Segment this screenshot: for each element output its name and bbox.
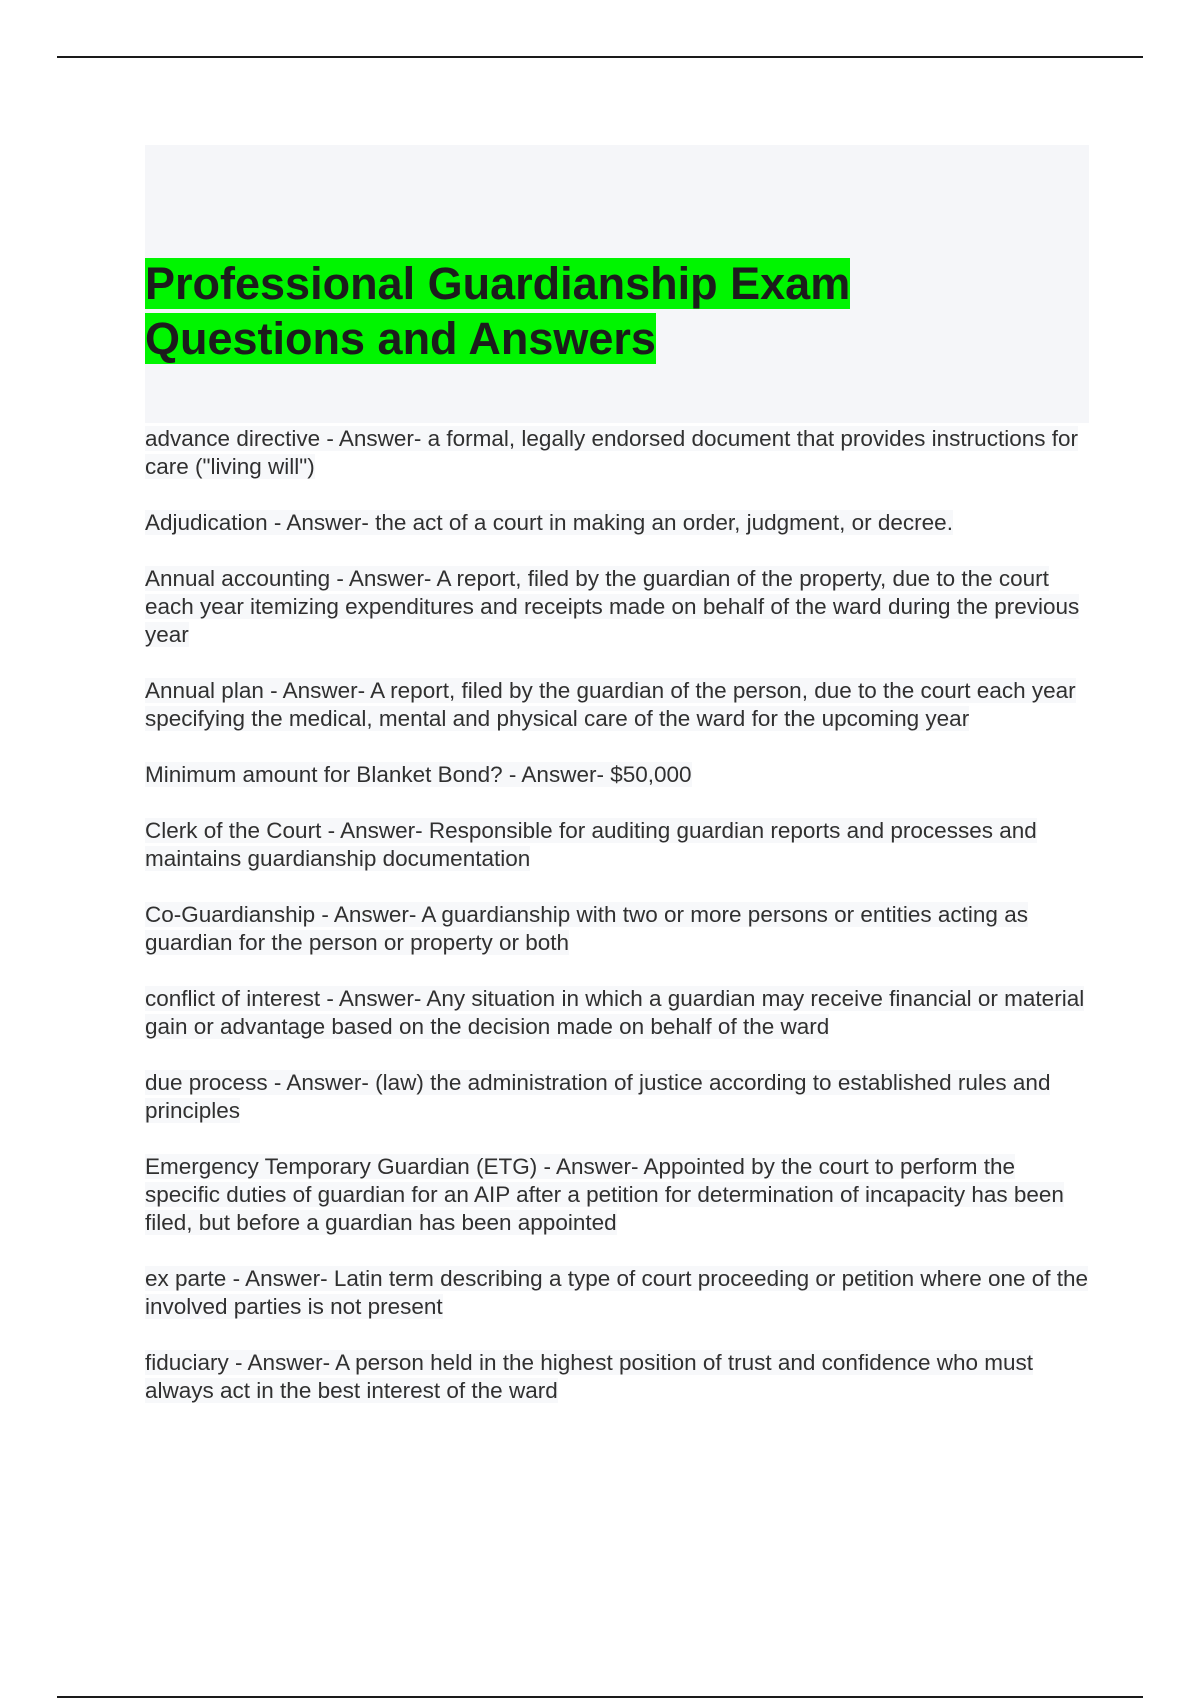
title-line-1: Professional Guardianship Exam	[145, 258, 851, 309]
qa-entry	[145, 1069, 1095, 1125]
entry-answer: Latin term describing a type of court proceeding or petition where one of the involved parties is not present	[145, 1266, 1089, 1319]
entry-answer: A guardianship with two or more persons or entities acting as guardian for the person or property or both	[145, 902, 1028, 955]
qa-entry	[145, 677, 1095, 733]
entry-separator: - Answer-	[315, 902, 422, 927]
entry-answer: Appointed by the court to perform the specific duties of guardian for an AIP after a petition for determination of incapacity has been filed, but before a guardian has been appointed	[145, 1154, 1064, 1235]
entry-term: ex parte	[145, 1266, 227, 1291]
entry-separator: - Answer-	[537, 1154, 644, 1179]
entry-separator: - Answer-	[321, 818, 429, 843]
entry-term: Annual plan	[145, 678, 264, 703]
entry-answer: a formal, legally endorsed document that provides instructions for care ("living will")	[145, 426, 1078, 479]
entry-answer: A report, filed by the guardian of the property, due to the court each year itemizing expenditures and receipts made on behalf of the ward during the previous year	[145, 566, 1080, 647]
title-line-2: Questions and Answers	[145, 313, 656, 364]
entry-term: Emergency Temporary Guardian (ETG)	[145, 1154, 538, 1179]
qa-entry	[145, 761, 1095, 789]
entry-separator: - Answer-	[320, 426, 428, 451]
qa-entry	[145, 985, 1095, 1041]
entry-term: Co-Guardianship	[145, 902, 316, 927]
entry-term: conflict of interest	[145, 986, 321, 1011]
entry-term: Minimum amount for Blanket Bond?	[145, 762, 503, 787]
qa-list	[145, 425, 1095, 1433]
entry-separator: - Answer-	[267, 510, 376, 535]
qa-entry	[145, 565, 1095, 649]
qa-entry	[145, 425, 1095, 481]
entry-separator: - Answer-	[502, 762, 611, 787]
entry-term: advance directive	[145, 426, 321, 451]
entry-separator: - Answer-	[263, 678, 371, 703]
document-title	[145, 256, 945, 366]
entry-separator: - Answer-	[228, 1350, 336, 1375]
entry-answer: the act of a court in making an order, judgment, or decree.	[375, 510, 953, 535]
entry-separator: - Answer-	[267, 1070, 376, 1095]
entry-answer: (law) the administration of justice according to established rules and principles	[145, 1070, 1051, 1123]
entry-separator: - Answer-	[226, 1266, 334, 1291]
entry-term: fiduciary	[145, 1350, 229, 1375]
bottom-rule	[57, 1696, 1143, 1698]
entry-answer: $50,000	[610, 762, 692, 787]
entry-answer: A person held in the highest position of trust and confidence who must always act in the best interest of the ward	[145, 1350, 1034, 1403]
qa-entry	[145, 509, 1095, 537]
qa-entry	[145, 1349, 1095, 1405]
qa-entry	[145, 817, 1095, 873]
entry-term: Clerk of the Court	[145, 818, 322, 843]
entry-separator: - Answer-	[330, 566, 437, 591]
entry-term: Adjudication	[145, 510, 268, 535]
top-rule	[57, 56, 1143, 58]
entry-term: due process	[145, 1070, 268, 1095]
qa-entry	[145, 901, 1095, 957]
entry-answer: Responsible for auditing guardian reports and processes and maintains guardianship documentation	[145, 818, 1037, 871]
entry-answer: A report, filed by the guardian of the person, due to the court each year specifying the medical, mental and physical care of the ward for the upcoming year	[145, 678, 1076, 731]
qa-entry	[145, 1265, 1095, 1321]
entry-separator: - Answer-	[320, 986, 427, 1011]
entry-answer: Any situation in which a guardian may receive financial or material gain or advantage based on the decision made on behalf of the ward	[145, 986, 1085, 1039]
entry-term: Annual accounting	[145, 566, 331, 591]
qa-entry	[145, 1153, 1095, 1237]
